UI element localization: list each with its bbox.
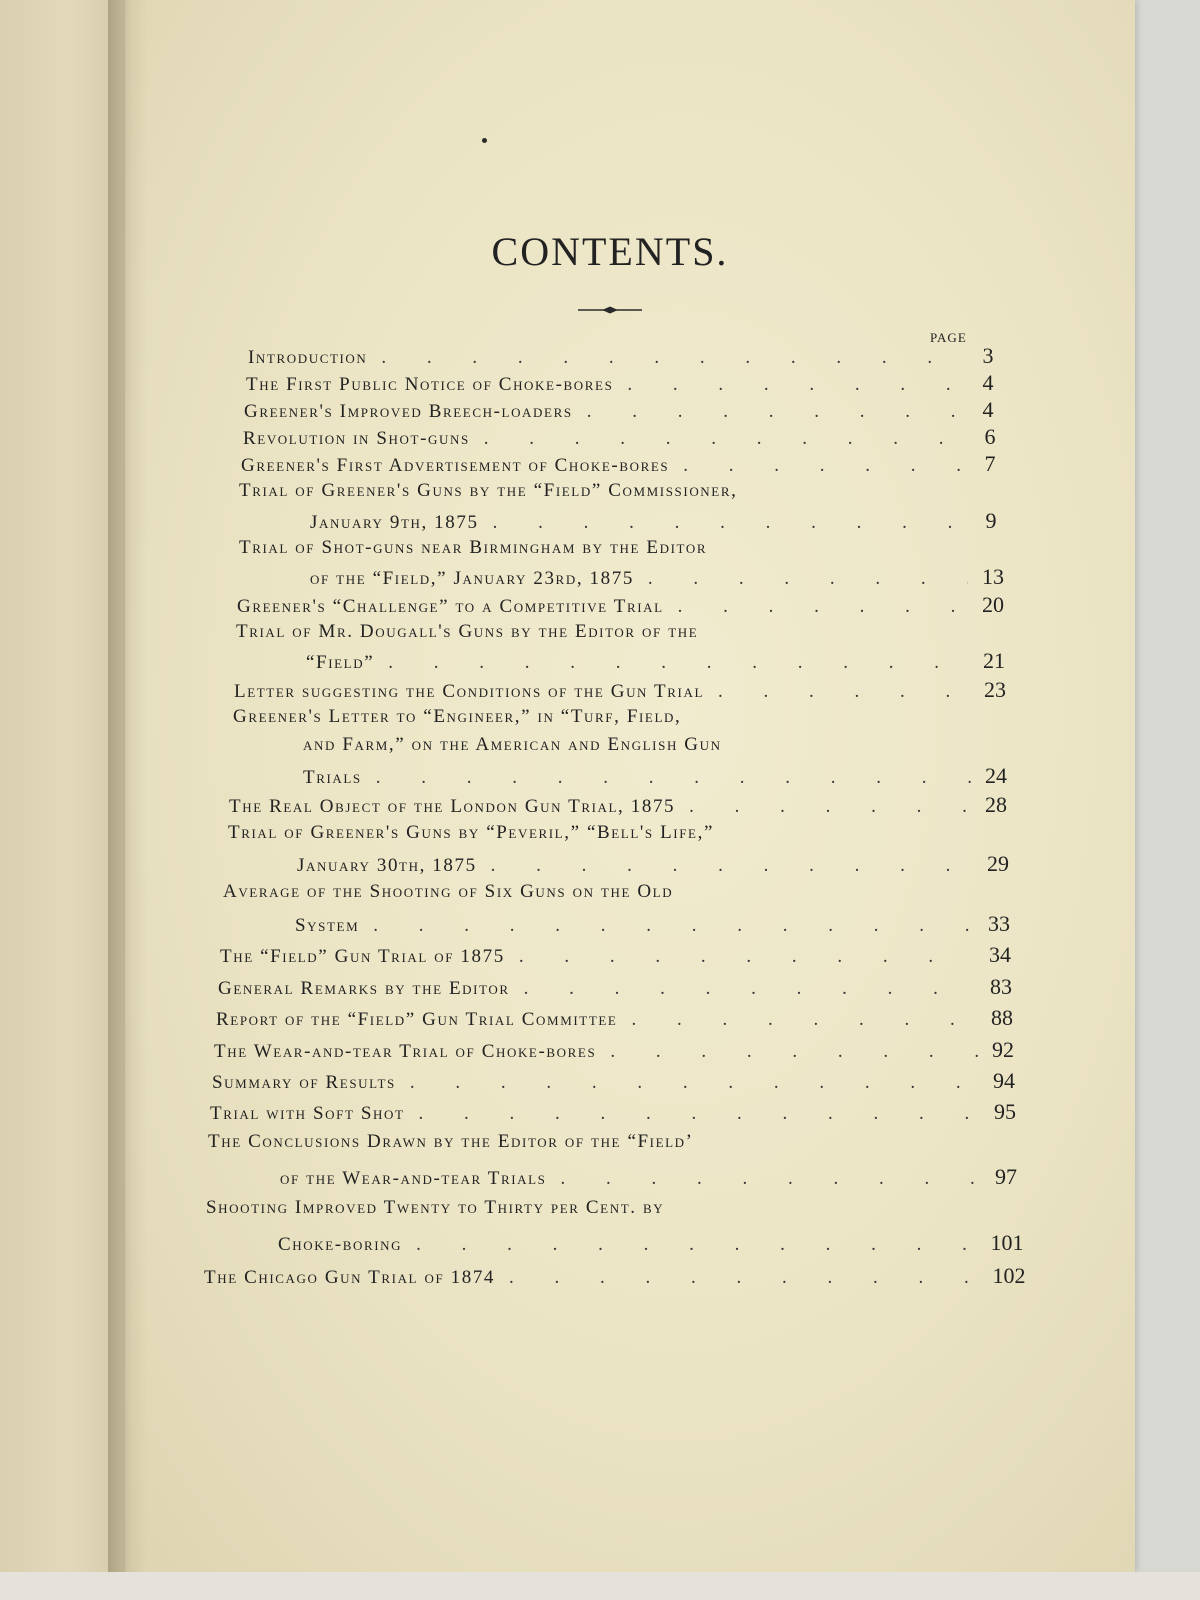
- toc-entry: [280, 1164, 1031, 1192]
- leader-dots: [374, 652, 969, 674]
- toc-entry-title: of the “Field,” January 23rd, 1875: [310, 568, 634, 589]
- toc-entry-page: 33: [988, 911, 1010, 936]
- toc-entry-page: 92: [992, 1037, 1014, 1062]
- toc-entry-line: Trial of Greener's Guns by “Peveril,” “Bell's Life,”: [228, 822, 714, 843]
- toc-entry-title: The Chicago Gun Trial of 1874: [204, 1267, 496, 1288]
- toc-entry-page: 9: [985, 508, 997, 533]
- leader-dots: [704, 681, 970, 703]
- toc-entry-page: 101: [990, 1230, 1024, 1255]
- toc-entry: [243, 424, 1015, 452]
- toc-entry-title: Revolution in Shot-guns: [243, 428, 470, 449]
- toc-entry: [204, 1263, 1034, 1291]
- leader-dots: [505, 946, 975, 968]
- toc-entry: [310, 508, 1016, 536]
- leader-dots: [402, 1234, 982, 1256]
- toc-entry-page: 23: [984, 677, 1006, 702]
- leader-dots: [470, 428, 965, 450]
- leader-dots: [617, 1009, 977, 1031]
- toc-entry-title: The Real Object of the London Gun Trial, 1875: [229, 796, 676, 817]
- toc-entry-page: 94: [993, 1068, 1015, 1093]
- toc-entry-page: 4: [982, 370, 994, 395]
- leader-dots: [675, 796, 971, 818]
- toc-entry-title: The Wear-and-tear Trial of Choke-bores: [214, 1041, 597, 1062]
- toc-entry: [303, 763, 1021, 791]
- toc-entry: [244, 397, 1013, 425]
- toc-entry-title: Report of the “Field” Gun Trial Committee: [216, 1009, 618, 1030]
- toc-entry-page: 95: [994, 1099, 1016, 1124]
- leader-dots: [362, 767, 971, 789]
- page-title: CONTENTS.: [491, 229, 729, 274]
- toc-entry-title: of the Wear-and-tear Trials: [280, 1168, 547, 1189]
- toc-entry-title: System: [295, 915, 360, 936]
- toc-entry-page: 24: [985, 763, 1007, 788]
- toc-entry: [214, 1037, 1028, 1065]
- toc-entry-title: January 9th, 1875: [310, 512, 479, 533]
- leader-dots: [359, 915, 974, 937]
- toc-entry-line: The Conclusions Drawn by the Editor of the “Field’: [208, 1131, 694, 1152]
- leader-dots: [396, 1072, 979, 1094]
- toc-entry: [237, 592, 1018, 620]
- toc-entry-page: 97: [995, 1164, 1017, 1189]
- toc-entry-line: Trial of Greener's Guns by the “Field” Commissioner,: [239, 480, 738, 501]
- leader-dots: [510, 978, 976, 1000]
- toc-entry-title: Introduction: [248, 347, 368, 368]
- toc-entry-title: The “Field” Gun Trial of 1875: [220, 946, 505, 967]
- toc-entry-page: 29: [987, 851, 1009, 876]
- toc-entry-title: The First Public Notice of Choke-bores: [246, 374, 614, 395]
- toc-entry-title: Letter suggesting the Conditions of the Gun Trial: [234, 681, 704, 702]
- toc-entry: [246, 370, 1013, 398]
- toc-entry: [216, 1005, 1027, 1033]
- toc-entry: [278, 1230, 1032, 1258]
- leader-dots: [613, 374, 963, 396]
- toc-entry-line: Trial of Shot-guns near Birmingham by the Editor: [239, 537, 708, 558]
- toc-entry: [295, 911, 1024, 939]
- toc-entry-title: Greener's Improved Breech-loaders: [244, 401, 573, 422]
- toc-entry-page: 102: [992, 1263, 1026, 1288]
- toc-entry-line: and Farm,” on the American and English Gun: [303, 734, 722, 755]
- toc-entry: [229, 792, 1021, 820]
- toc-entry-page: 13: [982, 564, 1004, 589]
- toc-entry-title: Greener's First Advertisement of Choke-bores: [241, 455, 670, 476]
- toc-entry: [210, 1099, 1030, 1127]
- toc-entry-title: “Field”: [306, 652, 375, 673]
- toc-entry-page: 4: [982, 397, 994, 422]
- toc-entry-page: 6: [984, 424, 996, 449]
- toc-entry-line: Average of the Shooting of Six Guns on the Old: [223, 881, 674, 902]
- toc-entry: [297, 851, 1023, 879]
- toc-entry-page: 3: [982, 343, 994, 368]
- leader-dots: [495, 1267, 984, 1289]
- toc-entry-title: Trial with Soft Shot: [210, 1103, 405, 1124]
- toc-entry: [310, 564, 1018, 592]
- toc-entry: [234, 677, 1020, 705]
- toc-entry-page: 34: [989, 942, 1011, 967]
- toc-entry-title: General Remarks by the Editor: [218, 978, 510, 999]
- toc-entry-title: Trials: [303, 767, 362, 788]
- leader-dots: [547, 1168, 981, 1190]
- leader-dots: [669, 455, 965, 477]
- toc-entry-page: 21: [983, 648, 1005, 673]
- toc-entry-page: 7: [984, 451, 996, 476]
- leader-dots: [573, 401, 963, 423]
- leader-dots: [405, 1103, 980, 1125]
- toc-entry: [241, 451, 1015, 479]
- leader-dots: [477, 855, 973, 877]
- toc-entry: [218, 974, 1026, 1002]
- toc-entry-line: Trial of Mr. Dougall's Guns by the Editor of the: [236, 621, 699, 642]
- toc-entry: [306, 648, 1019, 676]
- toc-entry-page: 28: [985, 792, 1007, 817]
- leader-dots: [479, 512, 966, 534]
- toc-entry-page: 88: [991, 1005, 1013, 1030]
- background-bottom: [0, 1572, 1200, 1600]
- toc-entry: [248, 343, 1013, 371]
- toc-entry-line: Shooting Improved Twenty to Thirty per Cent. by: [206, 1197, 665, 1218]
- page-column-label: PAGE: [930, 330, 967, 345]
- toc-entry-title: Summary of Results: [212, 1072, 396, 1093]
- leader-dots: [367, 347, 963, 369]
- toc-entry-title: Greener's “Challenge” to a Competitive Trial: [237, 596, 664, 617]
- toc-entry-line: Greener's Letter to “Engineer,” in “Turf, Field,: [233, 706, 682, 727]
- toc-entry-page: 20: [982, 592, 1004, 617]
- leader-dots: [664, 596, 968, 618]
- page-mark-dot: [482, 138, 487, 143]
- toc-entry: [212, 1068, 1029, 1096]
- toc-entry-title: January 30th, 1875: [297, 855, 477, 876]
- toc-entry: [220, 942, 1025, 970]
- leader-dots: [634, 568, 968, 590]
- toc-entry-title: Choke-boring: [278, 1234, 403, 1255]
- toc-entry-page: 83: [990, 974, 1012, 999]
- title-ornament-icon: [578, 304, 642, 316]
- leader-dots: [596, 1041, 978, 1063]
